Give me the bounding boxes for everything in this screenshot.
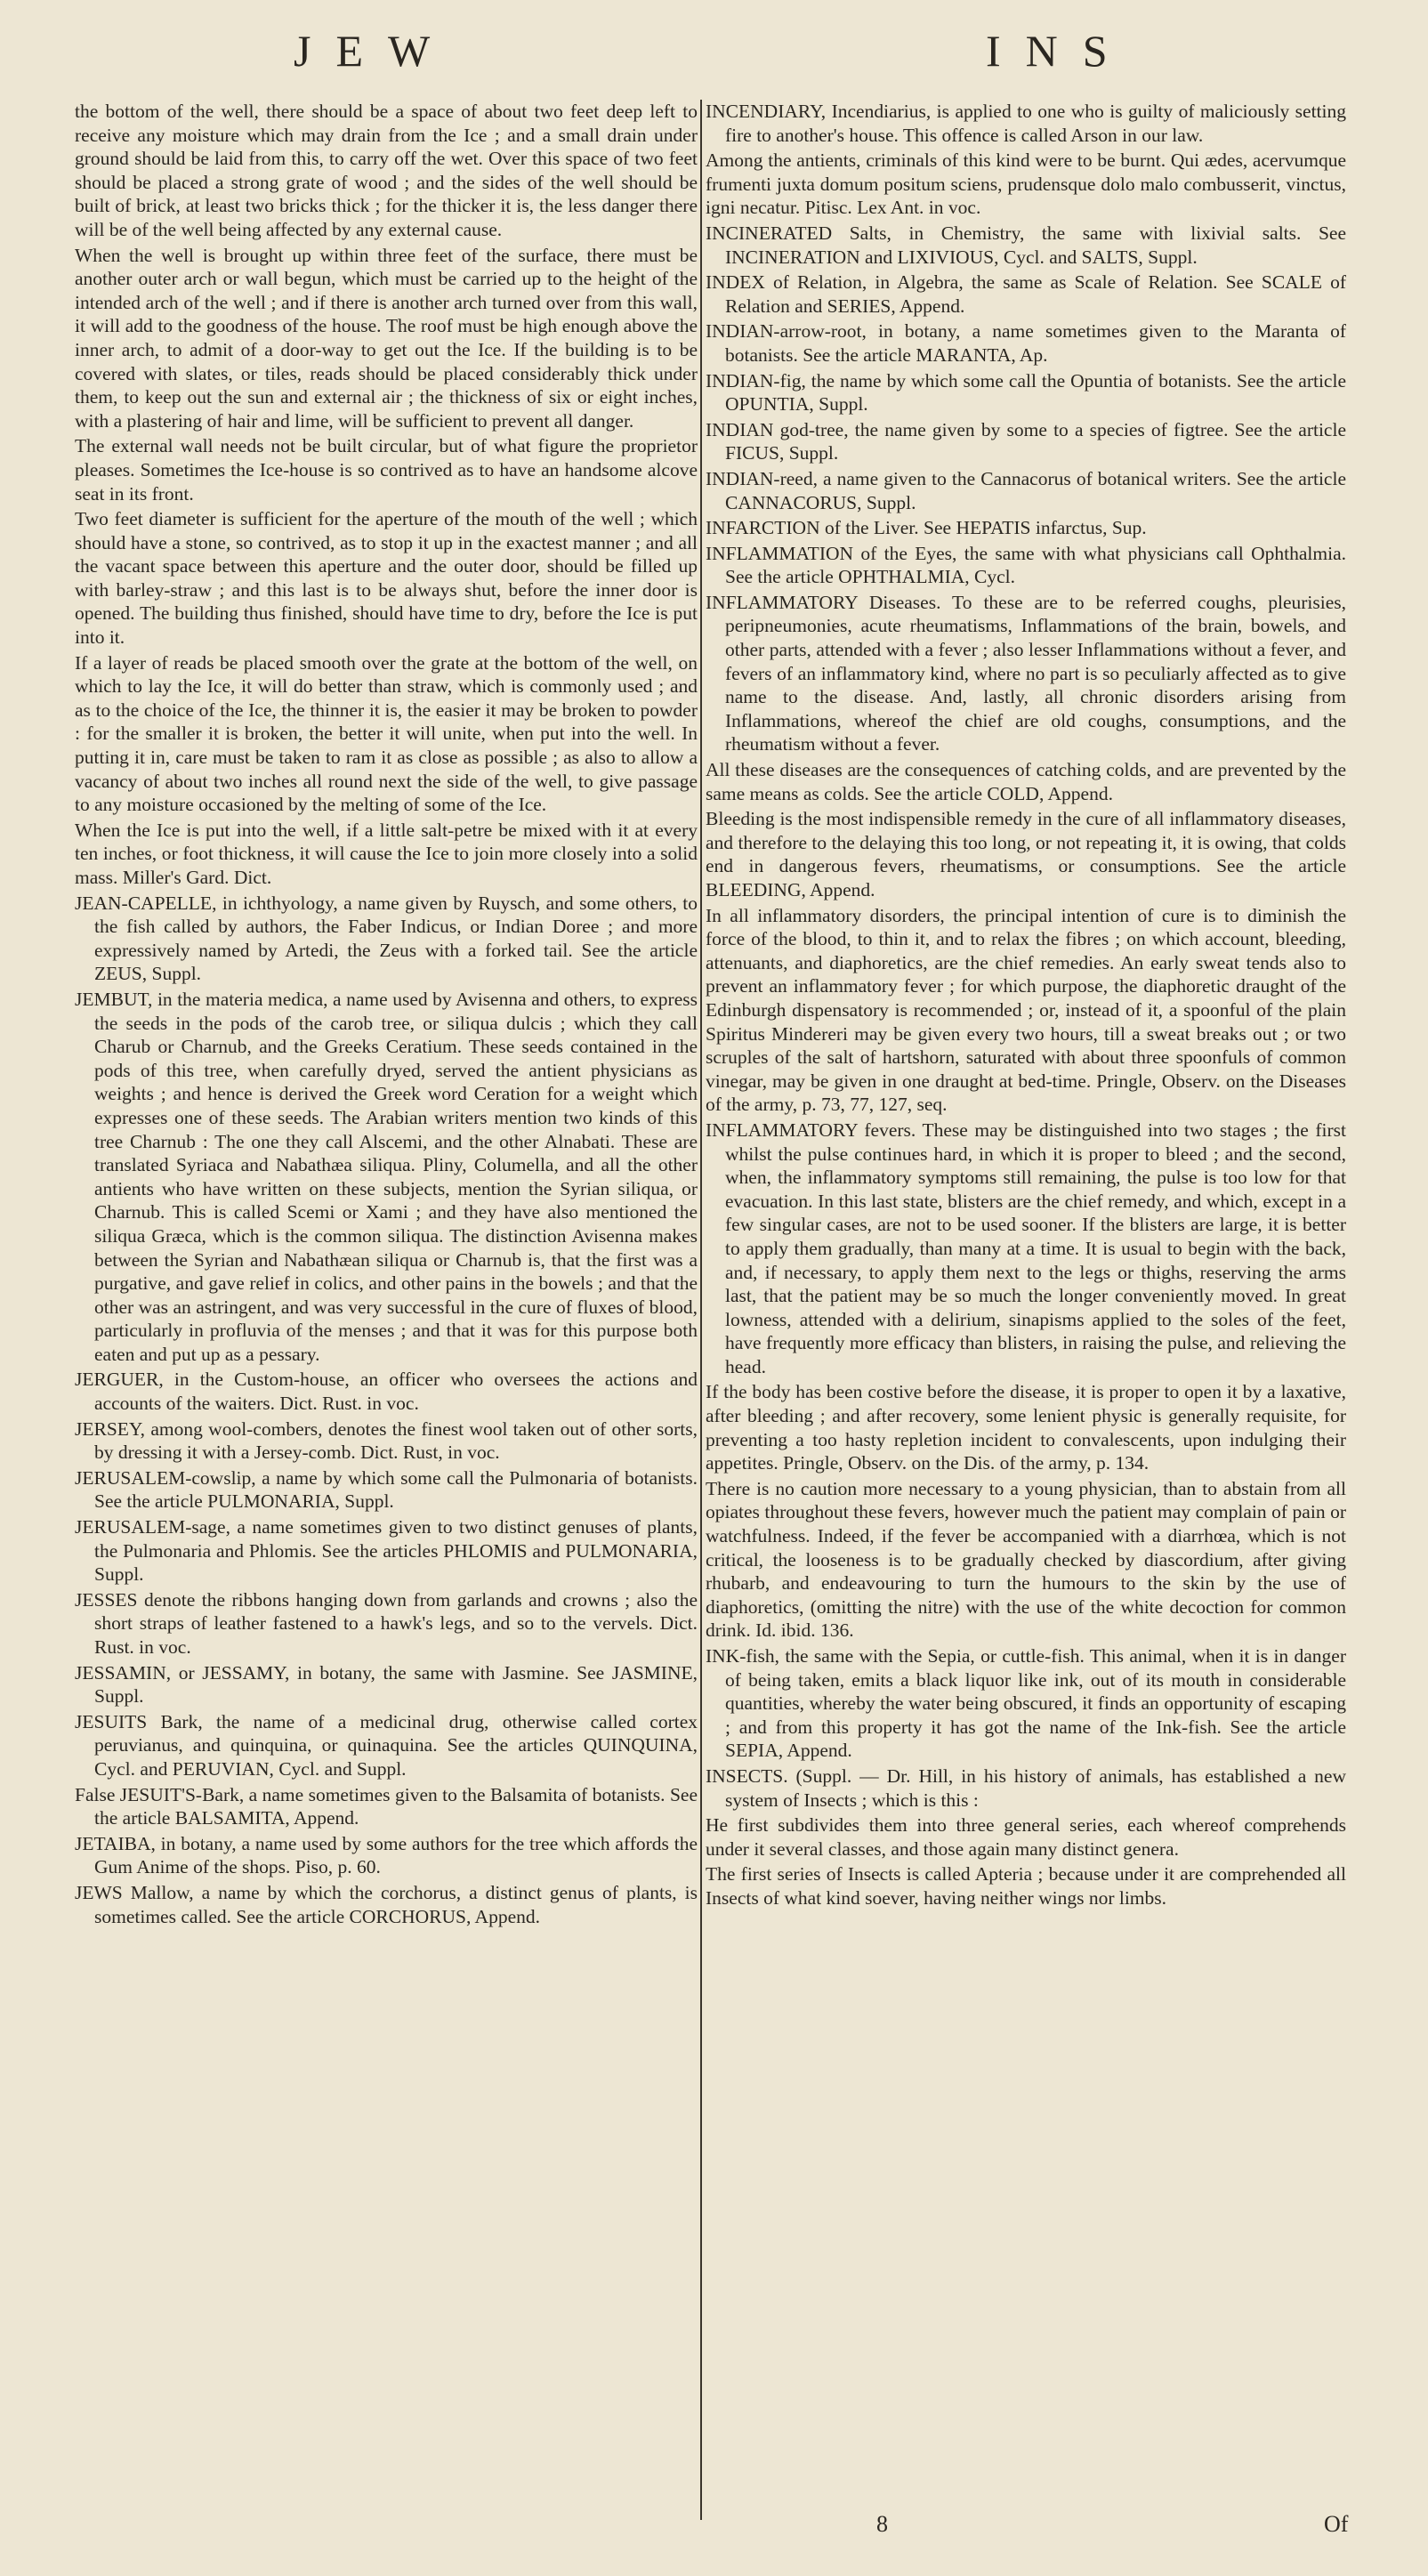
dictionary-entry: INK-fish, the same with the Sepia, or cuttle-fish. This animal, when it is in danger of being taken, emits a black liquor like ink, out of its mouth in considerable quantities, whereby the water being obscured, it finds an opportunity of escaping ; and from this property it has got the name of the Ink-fish. See the article SEPIA, Append. — [706, 1645, 1346, 1762]
dictionary-entry: JEWS Mallow, a name by which the corchorus, a distinct genus of plants, is sometimes called. See the article CORCHORUS, Append. — [75, 1881, 698, 1927]
dictionary-entry: False JESUIT'S-Bark, a name sometimes given to the Balsamita of botanists. See the article BALSAMITA, Append. — [75, 1783, 698, 1829]
dictionary-entry: JERUSALEM-sage, a name sometimes given to two distinct genuses of plants, the Pulmonaria and Phlomis. See the articles PHLOMIS and PULMONARIA, Suppl. — [75, 1516, 698, 1586]
dictionary-entry: INDIAN-reed, a name given to the Cannacorus of botanical writers. See the article CANNACORUS, Suppl. — [706, 467, 1346, 513]
paragraph: There is no caution more necessary to a young physician, than to abstain from all opiates throughout these fevers, however much the patient may complain of pain or watchfulness. Indeed, if the fever be accompanied with a diarrhœa, which is not critical, the looseness is to be gradually checked by diascordium, after giving rhubarb, and endeavouring to turn the humours to the skin by the use of diaphoretics, (omitting the nitre) with the use of the white decoction for common drink. Id. ibid. 136. — [706, 1477, 1346, 1642]
paragraph: All these diseases are the consequences of catching colds, and are prevented by the same means as colds. See the article COLD, Append. — [706, 759, 1346, 804]
dictionary-entry: JEAN-CAPELLE, in ichthyology, a name given by Ruysch, and some others, to the fish called by authors, the Faber Indicus, or Indian Doree ; and more expressively named by Artedi, the Zeus with a forked tail. See the article ZEUS, Suppl. — [75, 892, 698, 985]
running-head-left: JEW — [294, 26, 456, 76]
paragraph: Among the antients, criminals of this kind were to be burnt. Qui ædes, acervumque frumenti juxta domum positum sciens, prudensque dolo malo combusserit, vinctus, igni necatur. Pitisc. Lex Ant. in voc. — [706, 149, 1346, 219]
running-head-right: INS — [986, 26, 1133, 76]
column-divider — [700, 100, 702, 2520]
dictionary-entry: JERGUER, in the Custom-house, an officer who oversees the actions and accounts of the waiters. Dict. Rust. in voc. — [75, 1369, 698, 1415]
dictionary-entry: INFARCTION of the Liver. See HEPATIS infarctus, Sup. — [706, 517, 1147, 539]
left-column — [75, 100, 698, 2502]
dictionary-entry: INDEX of Relation, in Algebra, the same as Scale of Relation. See SCALE of Relation and SERIES, Append. — [706, 271, 1346, 317]
dictionary-entry: JERSEY, among wool-combers, denotes the finest wool taken out of other sorts, by dressing it with a Jersey-comb. Dict. Rust, in voc. — [75, 1417, 698, 1464]
catchword: Of — [1324, 2511, 1349, 2537]
page-number: 8 — [876, 2511, 888, 2537]
paragraph: Two feet diameter is sufficient for the aperture of the mouth of the well ; which should have a stone, so contrived, as to stop it up in the exactest manner ; and all the vacant space between this aperture and the outer door, should be filled up with barley-straw ; and this last is to be always shut, before the inner door is opened. The building thus finished, should have time to dry, before the Ice is put into it. — [75, 508, 698, 649]
paragraph: The first series of Insects is called Apteria ; because under it are comprehended all Insects of what kind soever, having neither wings nor limbs. — [706, 1863, 1346, 1909]
paragraph: the bottom of the well, there should be a space of about two feet deep left to receive any moisture which may drain from the Ice ; and a small drain under ground should be laid from this, to carry off the wet. Over this space of two feet should be placed a strong grate of wood ; and the sides of the well should be built of brick, at least two bricks thick ; for the thicker it is, the less danger there will be of the well being affected by any external cause. — [75, 101, 698, 240]
paragraph: If the body has been costive before the disease, it is proper to open it by a laxative, after bleeding ; and after recovery, some lenient physic is generally requisite, for preventing a too hasty repletion incident to convalescents, upon indulging their appetites. Pringle, Observ. on the Dis. of the army, p. 134. — [706, 1381, 1346, 1474]
dictionary-entry: JETAIBA, in botany, a name used by some authors for the tree which affords the Gum Anime of the shops. Piso, p. 60. — [75, 1832, 698, 1878]
paragraph: Bleeding is the most indispensible remedy in the cure of all inflammatory diseases, and therefore to the delaying this too long, or not repeating it, it is owing, that colds end in dangerous fevers, rheumatisms, or consumptions. See the article BLEEDING, Append. — [706, 808, 1346, 900]
dictionary-entry: INFLAMMATION of the Eyes, the same with what physicians call Ophthalmia. See the article OPHTHALMIA, Cycl. — [706, 542, 1346, 588]
dictionary-entry: INFLAMMATORY fevers. These may be distinguished into two stages ; the first whilst the pulse continues hard, in which it is proper to bleed ; and the second, when, the inflammatory symptoms still remaining, the pulse is too low for that evacuation. In this last state, blisters are the chief remedy, and which, except in a few singular cases, are not to be used sooner. If the blisters are large, it is better to apply them gradually, than many at a time. It is usual to begin with the back, and, if necessary, to apply them next to the legs or thighs, reserving the arms last, that the patient may be so much the longer conveniently moved. In great lowness, attended with a delirium, sinapisms applied to the soles of the feet, have frequently more efficacy than blisters, in raising the pulse, and relieving the head. — [706, 1118, 1346, 1377]
dictionary-entry: INSECTS. (Suppl. — Dr. Hill, in his history of animals, has established a new system of Insects ; which is this : — [706, 1764, 1346, 1811]
dictionary-entry: INDIAN god-tree, the name given by some to a species of figtree. See the article FICUS, Suppl. — [706, 418, 1346, 464]
dictionary-entry: JESSAMIN, or JESSAMY, in botany, the same with Jasmine. See JASMINE, Suppl. — [75, 1661, 698, 1708]
dictionary-entry: JESSES denote the ribbons hanging down from garlands and crowns ; also the short straps of leather fastened to a hawk's legs, and so to the vervels. Dict. Rust. in voc. — [75, 1588, 698, 1658]
dictionary-entry: INDIAN-fig, the name by which some call the Opuntia of botanists. See the article OPUNTIA, Suppl. — [706, 369, 1346, 416]
paragraph: When the well is brought up within three feet of the surface, there must be another outer arch or wall begun, which must be carried up to the height of the intended arch of the well ; and if there is another arch turned over from this wall, it will add to the goodness of the house. The roof must be high enough above the inner arch, to admit of a door-way to get out the Ice. If the building is to be covered with slates, or tiles, reads should be placed considerably thick under them, to keep out the sun and external air ; the thickness of six or eight inches, with a plastering of hair and lime, will be sufficient to prevent all danger. — [75, 244, 698, 432]
paragraph: When the Ice is put into the well, if a little salt-petre be mixed with it at every ten inches, or foot thickness, it will cause the Ice to join more closely into a solid mass. Miller's Gard. Dict. — [75, 819, 698, 888]
dictionary-entry: INCINERATED Salts, in Chemistry, the same with lixivial salts. See INCINERATION and LIXIVIOUS, Cycl. and SALTS, Suppl. — [706, 222, 1346, 268]
paragraph: The external wall needs not be built circular, but of what figure the proprietor pleases. Sometimes the Ice-house is so contrived as to have an handsome alcove seat in its front. — [75, 435, 698, 505]
dictionary-entry: INFLAMMATORY Diseases. To these are to be referred coughs, pleurisies, peripneumonies, acute rheumatisms, Inflammations of the brain, bowels, and other parts, attended with a fever ; also lesser Inflammations without a fever, and fevers of an inflammatory kind, where no part is so peculiarly affected as to give name to the disease. And, lastly, all chronic disorders arising from Inflammations, whereof the chief are old coughs, consumptions, and the rheumatism without a fever. — [706, 591, 1346, 755]
dictionary-entry: JERUSALEM-cowslip, a name by which some call the Pulmonaria of botanists. See the article PULMONARIA, Suppl. — [75, 1466, 698, 1513]
paragraph: He first subdivides them into three general series, each whereof comprehends under it several classes, and those again many distinct genera. — [706, 1814, 1346, 1860]
right-column — [706, 100, 1346, 2502]
dictionary-entry: INCENDIARY, Incendiarius, is applied to one who is guilty of maliciously setting fire to another's house. This offence is called Arson in our law. — [706, 101, 1346, 146]
dictionary-entry: INDIAN-arrow-root, in botany, a name sometimes given to the Maranta of botanists. See the article MARANTA, Ap. — [706, 320, 1346, 366]
paragraph: If a layer of reads be placed smooth over the grate at the bottom of the well, on which to lay the Ice, it will do better than straw, which is commonly used ; and as to the choice of the Ice, the thinner it is, the easier it may be broken to powder : for the smaller it is broken, the better it will unite, when put into the well. In putting it in, care must be taken to ram it as close as possible ; as also to allow a vacancy of about two inches all round next the side of the well, to give passage to any moisture occasioned by the melting of some of the Ice. — [75, 651, 698, 816]
dictionary-entry: JESUITS Bark, the name of a medicinal drug, otherwise called cortex peruvianus, and quinquina, or quinaquina. See the articles QUINQUINA, Cycl. and PERUVIAN, Cycl. and Suppl. — [75, 1710, 698, 1780]
paragraph: In all inflammatory disorders, the principal intention of cure is to diminish the force of the blood, to thin it, and to relax the fibres ; on which account, bleeding, attenuants, and diaphoretics, are the chief remedies. An early sweat tends also to prevent an inflammatory fever ; for which purpose, the diaphoretic draught of the Edinburgh dispensatory is recommended ; or, instead of it, a spoonful of the plain Spiritus Mindereri may be given every two hours, till a sweat breaks out ; or two scruples of the salt of hartshorn, saturated with about three spoonfuls of common vinegar, may be given in one draught at bed-time. Pringle, Observ. on the Diseases of the army, p. 73, 77, 127, seq. — [706, 904, 1346, 1116]
dictionary-entry: JEMBUT, in the materia medica, a name used by Avisenna and others, to express the seeds in the pods of the carob tree, or siliqua dulcis ; which they call Charub or Charnub, and the Greeks Ceratium. These seeds contained in the pods of this tree, when carefully dryed, served the antient physicians as weights ; and hence is derived the Greek word Ceration for a weight which expresses one of these seeds. The Arabian writers mention two kinds of this tree Charnub : The one they call Alscemi, and the other Alnabati. These are translated Syriaca and Nabathæa siliqua. Pliny, Columella, and all the other antients who have written on these subjects, mention the Syrian siliqua, or Charnub. This is called Scemi or Xami ; and they have also mentioned the siliqua Græca, which is the common siliqua. The distinction Avisenna makes between the Syrian and Nabathæan siliqua or Charnub is, that the first was a purgative, and gave relief in colics, and other pains in the bowels ; and that the other was an astringent, and was very successful in the cure of fluxes of blood, particularly in profluvia of the menses ; and that it was for this purpose both eaten and put up as a pessary. — [75, 988, 698, 1365]
